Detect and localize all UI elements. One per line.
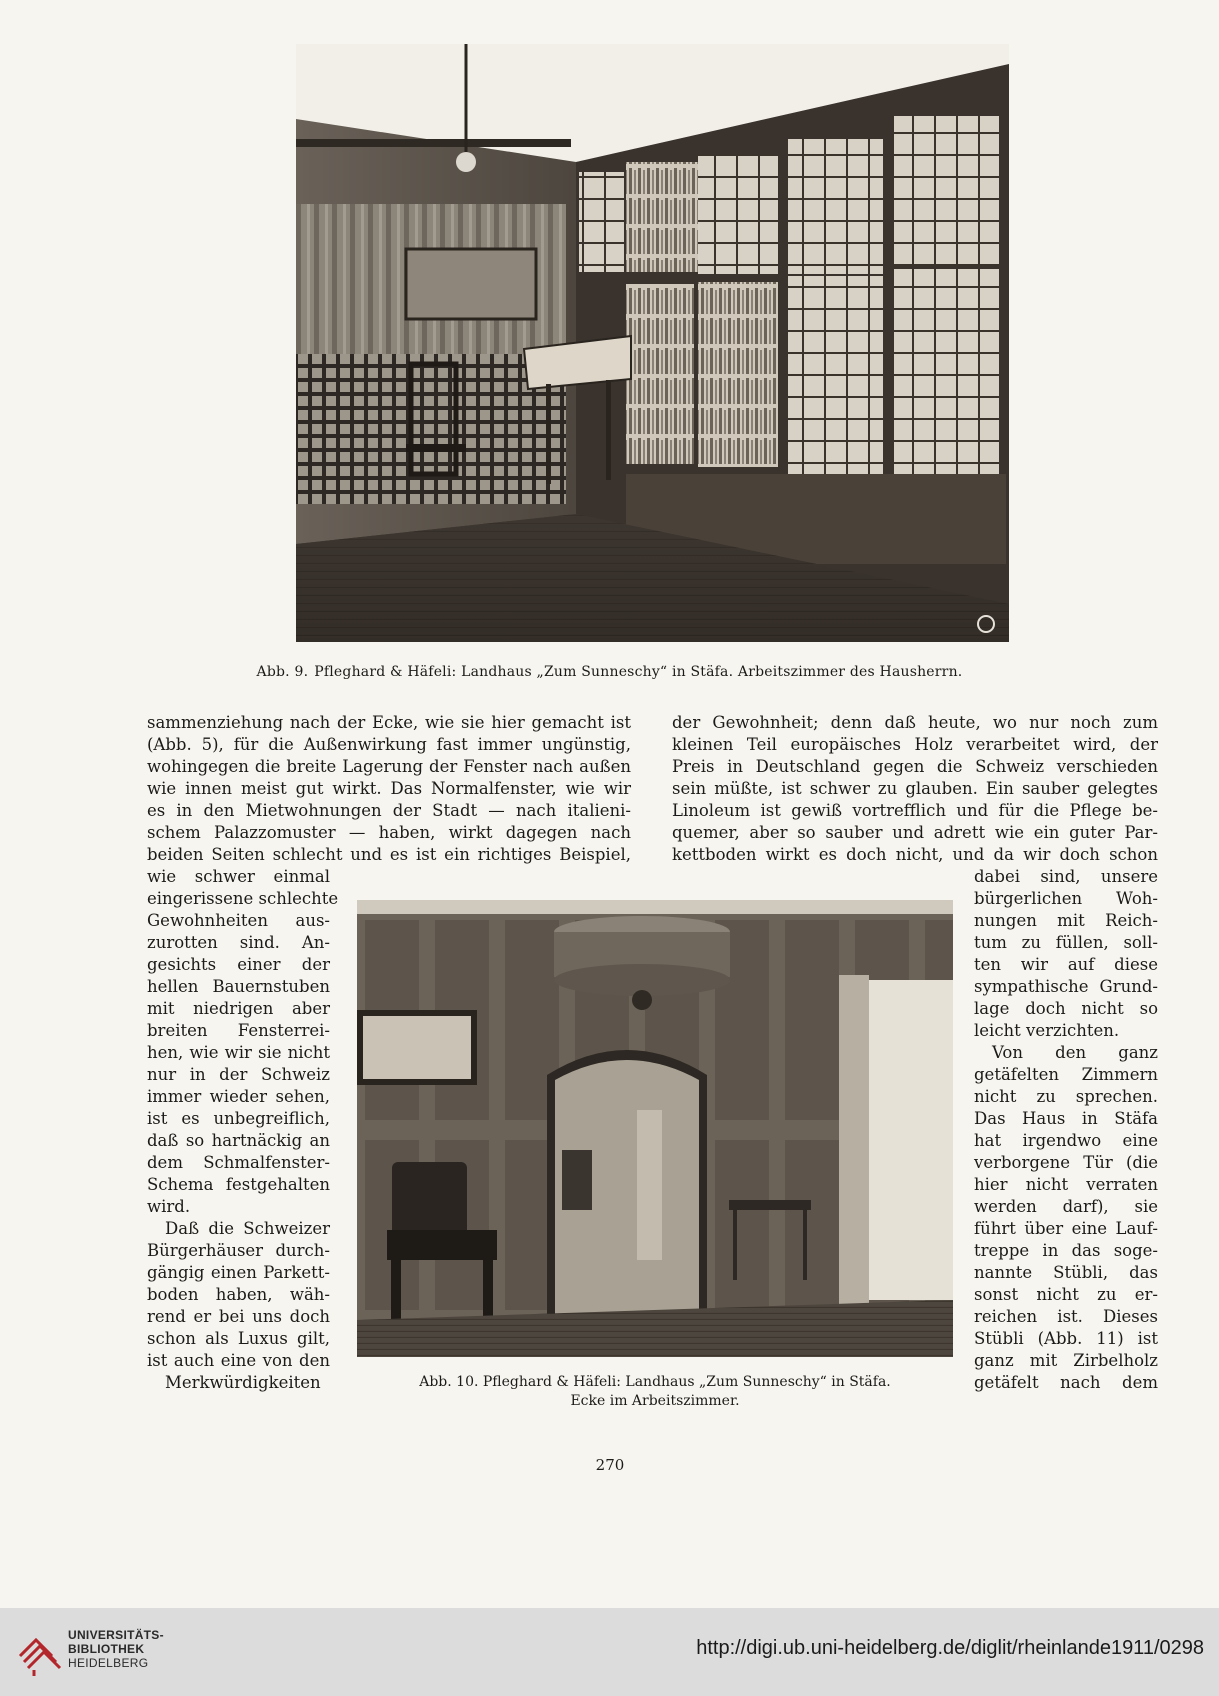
body-line: zurotten sind. An- bbox=[147, 933, 330, 952]
body-line: nannte Stübli, das bbox=[974, 1263, 1158, 1282]
body-line: leicht verzichten. bbox=[974, 1021, 1120, 1040]
body-line: hier nicht verraten bbox=[974, 1175, 1158, 1194]
body-line: kleinen Teil europäisches Holz verarbeitet wird, der bbox=[672, 735, 1158, 754]
body-line: beiden Seiten schlecht und es ist ein richtiges Beispiel, bbox=[147, 845, 631, 864]
body-line: ten wir auf diese bbox=[974, 955, 1158, 974]
body-line: ist es unbegreiflich, bbox=[147, 1109, 330, 1128]
body-line: schem Palazzomuster — haben, wirkt dagegen nach bbox=[147, 823, 631, 842]
body-line: sonst nicht zu er- bbox=[974, 1285, 1158, 1304]
body-line: sammenziehung nach der Ecke, wie sie hier gemacht ist bbox=[147, 713, 631, 732]
body-line: es in den Mietwohnungen der Stadt — nach italieni- bbox=[147, 801, 631, 820]
library-name-line1: UNIVERSITÄTS- bbox=[68, 1628, 164, 1642]
library-logo-icon bbox=[14, 1626, 66, 1678]
figure-10-photo bbox=[357, 900, 953, 1357]
body-line: kettboden wirkt es doch nicht, und da wir doch schon bbox=[672, 845, 1158, 864]
body-line: ist auch eine von den bbox=[147, 1351, 330, 1370]
body-line: boden haben, wäh- bbox=[147, 1285, 330, 1304]
library-name-line2: BIBLIOTHEK bbox=[68, 1642, 145, 1656]
body-line: tum zu füllen, soll- bbox=[974, 933, 1158, 952]
footer-bar bbox=[0, 1608, 1219, 1696]
body-line: mit niedrigen aber bbox=[147, 999, 330, 1018]
body-line: wohingegen die breite Lagerung der Fenster nach außen bbox=[147, 757, 631, 776]
body-line: führt über eine Lauf- bbox=[974, 1219, 1158, 1238]
body-line: hellen Bauernstuben bbox=[147, 977, 330, 996]
figure-10-caption-line1: Abb. 10. Pfleghard & Häfeli: Landhaus „Zum Sunneschy“ in Stäfa. bbox=[419, 1374, 891, 1390]
figure-10-caption-line2: Ecke im Arbeitszimmer. bbox=[570, 1393, 740, 1409]
body-line: Von den ganz bbox=[992, 1043, 1158, 1062]
body-line: lage doch nicht so bbox=[974, 999, 1158, 1018]
body-line: treppe in das soge- bbox=[974, 1241, 1158, 1260]
figure-9-caption-text: Pfleghard & Häfeli: Landhaus „Zum Sunneschy“ in Stäfa. Arbeitszimmer des Hausherrn. bbox=[314, 664, 963, 680]
body-line: sein müßte, ist schwer zu glauben. Ein sauber gelegtes bbox=[672, 779, 1158, 798]
body-line: breiten Fensterrei- bbox=[147, 1021, 330, 1040]
body-line: dabei sind, unsere bbox=[974, 867, 1158, 886]
body-line: eingerissene schlechte bbox=[147, 889, 339, 908]
body-line: quemer, aber so sauber und adrett wie ein guter Par- bbox=[672, 823, 1158, 842]
body-line: Preis in Deutschland gegen die Schweiz verschieden bbox=[672, 757, 1158, 776]
body-line: getäfelten Zimmern bbox=[974, 1065, 1158, 1084]
body-line: Stübli (Abb. 11) ist bbox=[974, 1329, 1158, 1348]
study-room-illustration bbox=[296, 44, 1009, 642]
body-line: hen, wie wir sie nicht bbox=[147, 1043, 330, 1062]
body-line: gesichts einer der bbox=[147, 955, 330, 974]
body-line: gängig einen Parkett- bbox=[147, 1263, 330, 1282]
library-name-line3: HEIDELBERG bbox=[68, 1656, 149, 1670]
library-name bbox=[68, 1628, 164, 1670]
body-line: nicht zu sprechen. bbox=[974, 1087, 1158, 1106]
figure-10-caption bbox=[357, 1373, 953, 1411]
body-line: Merkwürdigkeiten bbox=[165, 1373, 321, 1392]
page-number: 270 bbox=[595, 1456, 625, 1474]
body-line: reichen ist. Dieses bbox=[974, 1307, 1158, 1326]
body-line: hat irgendwo eine bbox=[974, 1131, 1158, 1150]
body-line: (Abb. 5), für die Außenwirkung fast immer ungünstig, bbox=[147, 735, 631, 754]
paneled-room-illustration bbox=[357, 900, 953, 1357]
body-line: der Gewohnheit; denn daß heute, wo nur noch zum bbox=[672, 713, 1158, 732]
figure-9-caption bbox=[150, 664, 1069, 680]
source-url-link[interactable]: http://digi.ub.uni-heidelberg.de/diglit/rheinlande1911/0298 bbox=[696, 1637, 1204, 1659]
body-line: Schema festgehalten bbox=[147, 1175, 330, 1194]
body-line: werden darf), sie bbox=[974, 1197, 1158, 1216]
body-line: schon als Luxus gilt, bbox=[147, 1329, 330, 1348]
body-line: Bürgerhäuser durch- bbox=[147, 1241, 330, 1260]
body-line: daß so hartnäckig an bbox=[147, 1131, 330, 1150]
body-line: dem Schmalfenster- bbox=[147, 1153, 330, 1172]
body-line: nungen mit Reich- bbox=[974, 911, 1158, 930]
body-line: nur in der Schweiz bbox=[147, 1065, 330, 1084]
body-line: sympathische Grund- bbox=[974, 977, 1158, 996]
body-line: rend er bei uns doch bbox=[147, 1307, 330, 1326]
body-line: wie schwer einmal bbox=[147, 867, 330, 886]
body-line: wie innen meist gut wirkt. Das Normalfenster, wie wir bbox=[147, 779, 631, 798]
figure-9-caption-label: Abb. 9. bbox=[256, 664, 309, 680]
body-line: Das Haus in Stäfa bbox=[974, 1109, 1158, 1128]
figure-9-photo bbox=[296, 44, 1009, 642]
body-line: Linoleum ist gewiß vortrefflich und für die Pflege be- bbox=[672, 801, 1158, 820]
body-line: bürgerlichen Woh- bbox=[974, 889, 1158, 908]
body-line: ganz mit Zirbelholz bbox=[974, 1351, 1158, 1370]
body-line: immer wieder sehen, bbox=[147, 1087, 330, 1106]
body-line: getäfelt nach dem bbox=[974, 1373, 1158, 1392]
body-line: Daß die Schweizer bbox=[165, 1219, 330, 1238]
body-line: verborgene Tür (die bbox=[974, 1153, 1158, 1172]
body-line: Gewohnheiten aus- bbox=[147, 911, 330, 930]
body-line: wird. bbox=[147, 1197, 191, 1216]
